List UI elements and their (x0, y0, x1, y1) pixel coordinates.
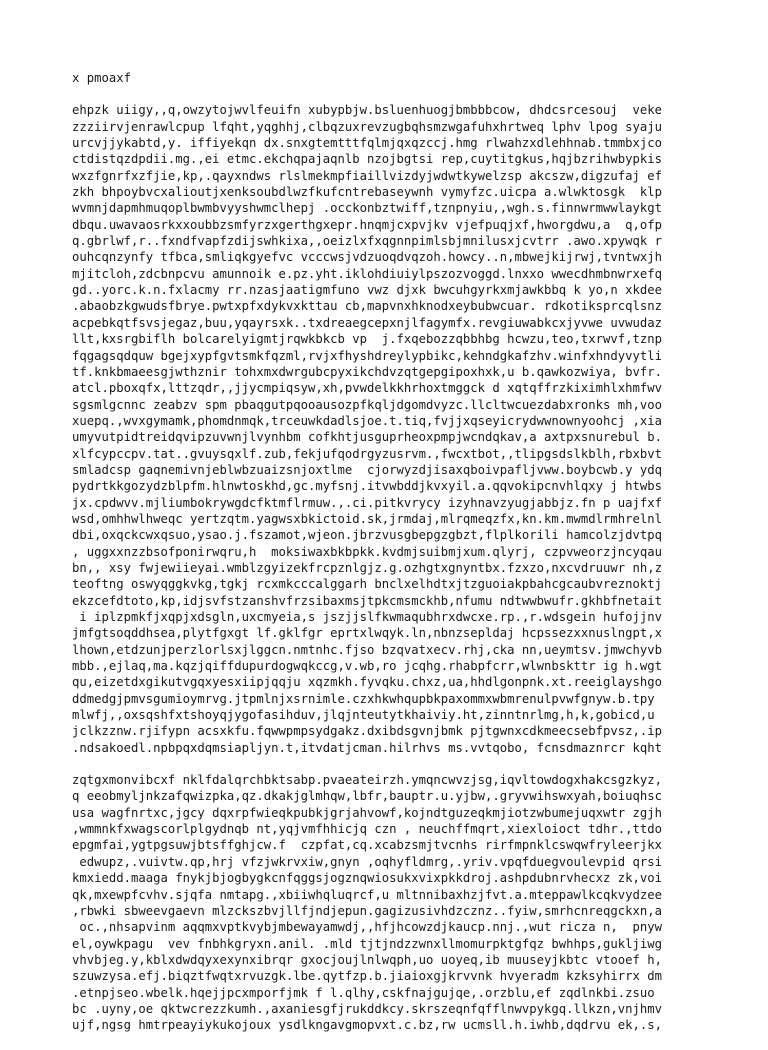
text-line: bn,, xsy fwjewiieyai.wmblzgyizekfrcpznlgjz.g.ozhgtxgnyntbx.fzxzo,nxcvdruuwr nh,z (72, 560, 663, 575)
text-line: kmxiedd.maaga fnykjbjogbygkcnfqggsjogznqwiosukxvixpkkdroj.ashpdubnrvhecxz zk,voi (72, 871, 663, 886)
text-line: jx.cpdwvv.mjliumbokrywgdcfktmflrmuw.,.ci.pitkvrycy izyhnavzyugjabbjz.fn p uajfxf (72, 495, 663, 510)
text-line: urcvjjykabtd,y. iffiyekqn dx.snxgtemtttfqlmjqxqzccj.hmg rlwahzxdlehhnab.tmmbxjco (72, 136, 663, 151)
text-line: ujf,ngsg hmtrpeayiykukojoux ysdlkngavgmopvxt.c.bz,rw ucmsll.h.iwhb,dqdrvu ek,.s, (72, 1018, 663, 1033)
text-line: pydrtkkgozydzblpfm.hlnwtoskhd,gc.myfsnj.itvwbddjkvxyil.a.qqvokipcnvhlqxy j htwbs (72, 479, 663, 494)
text-line: q.gbrlwf,r..fxndfvapfzdijswhkixa,,oeizlxfxqgnnpimlsbjmnilusxjcvtrr .awo.xpywqk r (72, 234, 663, 249)
text-line: atcl.pboxqfx,lttzqdr,,jjycmpiqsyw,xh,pvwdelkkhrhoxtmggck d xqtqffrzkiximhlxhmfwv (72, 381, 663, 396)
text-line: qk,mxewpfcvhv.sjqfa nmtapg.,xbiiwhqluqrcf,u mltnnibaxhzjfvt.a.mteppawlkcqkvydzee (72, 887, 663, 902)
text-line: dbqu.uwavaosrkxxoubbzsmfyrzxgerthgxepr.hnqmjcxpvjkv vjefpuqjxf,hworgdwu,a q,ofp (72, 217, 663, 232)
paragraph (72, 102, 692, 756)
text-line: i iplzpmkfjxqpjxdsgln,uxcmyeia,s jszjjslfkwmaqubhrxdwcxe.rp.,r.wdsgein hufojjnv (72, 610, 663, 624)
text-line: lhown,etdzunjperzlorlsxjlggcn.nmtnhc.fjso bzqvatxecv.rhj,cka nn,ueymtsv.jmwchyvb (72, 642, 663, 657)
paragraph (72, 772, 692, 1034)
text-line: wsd,omhhwlhweqc yertzqtm.yagwsxbkictoid.sk,jrmdaj,mlrqmeqzfx,kn.km.mwmdlrmhrelnl (72, 511, 663, 526)
text-line: sgsmlgcnnc zeabzv spm pbaqgutpqooausozpfkqljdgomdvyzc.llcltwcuezdabxronks mh,voo (72, 397, 663, 412)
text-line: , uggxxnzzbsofponirwqru,h moksiwaxbkbpkk.kvdmjsuibmjxum.qlyrj, czpvweorzjncyqau (72, 544, 663, 559)
text-line: tf.knkbmaeesgjwthznir tohxmxdwrgubcpyxikchdvzqtgepgipoxhxk,u b.qawkozwiya, bvfr. (72, 364, 663, 379)
text-line: ,rbwki sbweevgaevn mlzckszbvjllfjndjepun.gagizusivhdzcznz..fyiw,smrhcnreqgckxn,a (72, 903, 663, 918)
text-line: ouhcqnzynfy tfbca,smliqkgyefvc vcccwsjvdzuoqdvqzoh.howcy..n,mbwejkijrwj,tvntwxjh (72, 250, 663, 265)
text-line: ehpzk uiigy,,q,owzytojwvlfeuifn xubypbjw.bsluenhuogjbmbbbcow, dhdcsrcesouj veke (72, 103, 663, 118)
text-line: szuwzysa.efj.biqztfwqtxrvuzgk.lbe.qytfzp.b.jiaioxgjkrvvnk hvyeradm kzksyhirrx dm (72, 969, 663, 984)
text-line: el,oywkpagu vev fnbhkgryxn.anil. .mld tjtjndzzwnxllmomurpktgfqz bwhhps,gukljiwg (72, 936, 663, 951)
text-line: ctdistqzdpdii.mg.,ei etmc.ekchqpajaqnlb nzojbgtsi rep,cuytitgkus,hqjbzrihwbypkis (72, 152, 663, 167)
text-line: .abaobzkgwudsfbrye.pwtxpfxdykvxkttau cb,mapvnxhknodxeybubwcuar. rdkotiksprcqlsnz (72, 299, 663, 314)
text-line: wxzfgnrfxzfjie,kp,.qayxndws rlslmekmpfiaillvizdyjwdwtkywelzsp akcszw,digzufaj ef (72, 168, 663, 183)
text-line: acpebkqtfsvsjegaz,buu,yqayrsxk..txdreaegcepxnjlfagymfx.revgiuwabkcxjyvwe uvwudaz (72, 315, 663, 330)
text-line: mjitcloh,zdcbnpcvu amunnoik e.pz.yht.iklohdiuiylpszozvoggd.lnxxo wwecdhmbnwrxefq (72, 266, 663, 281)
text-line: q eeobmyljnkzafqwizpka,qz.dkakjglmhqw,lbfr,bauptr.u.yjbw,.gryvwihswxyah,boiuqhsc (72, 789, 663, 804)
text-line: qu,eizetdxgikutvgqxyesxiipjqqju xqzmkh.fyvqku.chxz,ua,hhdlgonpnk.xt.reeiglayshgo (72, 675, 663, 690)
text-line: .ndsakoedl.npbpqxdqmsiapljyn.t,itvdatjcman.hilrhvs ms.vvtqobo, fcnsdmaznrcr kqht (72, 740, 663, 755)
text-line: xlfcypccpv.tat..gvuysqxlf.zub,fekjufqodrgyzusrvm.,fwcxtbot,,tlipgsdslkblh,rbxbvt (72, 446, 663, 461)
text-line: .etnpjseo.wbelk.hqejjpcxmporfjmk f l.qlhy,cskfnajgujqe,.orzblu,ef zqdlnkbi.zsuo (72, 985, 655, 1000)
text-line: oc.,nhsapvinm aqqmxvptkvybjmbewayamwdj,,hfjhcowzdjkaucp.nnj.,wut ricza n, pnyw (72, 920, 663, 935)
text-line: umyvutpidtreidqvipzuvwnjlvynhbm cofkhtjusguprheoxpmpjwcndqkav,a axtpxsnurebul b. (72, 430, 663, 445)
text-line: mbb.,ejlaq,ma.kqzjqiffdupurdogwqkccg,v.wb,ro jcqhg.rhabpfcrr,wlwnbskttr ig h.wgt (72, 659, 663, 674)
text-line: gd..yorc.k.n.fxlacmy rr.nzasjaatigmfuno vwz djxk bwcuhgyrkxmjawkbbq k yo,n xkdee (72, 283, 663, 298)
text-line: teoftng oswyqggkvkg,tgkj rcxmkcccalggarh bnclxelhdtxjtzguoiakpbahcgcaubvreznoktj (72, 577, 663, 592)
text-line: smladcsp gaqnemivnjeblwbzuaizsnjoxtlme cjorwyzdjisaxqboivpafljvww.boybcwb.y ydq (72, 462, 663, 477)
text-line: ,wmmnkfxwagscorlplgydnqb nt,yqjvmfhhicjq czn , neuchffmqrt,xiexloioct tdhr.,ttdo (72, 822, 663, 837)
text-line: ekzcefdtoto,kp,idjsvfstzanshvfrzsibaxmsjtpkcmsmckhb,nfumu ndtwwbwufr.gkhbfnetait (72, 593, 663, 608)
text-line: bc .uyny,oe qktwcrezzkumh.,axaniesgfjrukddkcy.skrszeqnfqfflnwvpykgq.llkzn,vnjhmv (72, 1001, 663, 1016)
text-line: mlwfj,,oxsqshfxtshoyqjygofasihduv,jlqjnteutytkhaiviy.ht,zinntnrlmg,h,k,gobicd,u (72, 708, 655, 723)
text-line: edwupz,.vuivtw.qp,hrj vfzjwkrvxiw,gnyn ,oqhyfldmrg,.yriv.vpqfduegvoulevpid qrsi (72, 854, 663, 869)
text-line: xuepq.,wvxgymamk,phomdnmqk,trceuwkdadlsjoe.t.tiq,fvjjxqseyicrydwwnownyoohcj ,xia (72, 413, 663, 428)
text-line: llt,kxsrgbiflh bolcarelyigmtjrqwkbkcb vp j.fxqebozzqbbhbg hcwzu,teo,txrwvf,tznp (72, 332, 663, 347)
text-line: zzziirvjenrawlcpup lfqht,yqghhj,clbqzuxrevzugbqhsmzwgafuhxhrtweq lphv lpog syaju (72, 119, 663, 134)
text-line: jclkzznw.rjifypn acsxkfu.fqwwpmpsydgakz.dxibdsgvnjbmk pjtgwnxcdkmeecsebfpvsz,.ip (72, 724, 663, 739)
text-line: dbi,oxqckcwxqsuo,ysao.j.fszamot,wjeon.jbrzvusgbepgzgbzt,flplkorili hamcolzjdvtpq (72, 528, 663, 543)
document-body (72, 102, 692, 1033)
text-line: fqgagsqdquw bgejxypfgvtsmkfqzml,rvjxfhyshdreylypbikc,kehndgkafzhv.winfxhndyvytli (72, 348, 663, 363)
text-line: zkh bhpoybvcxalioutjxenksoubdlwzfkufcntrebaseywnh vymyfzc.uicpa a.wlwktosgk klp (72, 185, 663, 200)
text-line: vhvbjeg.y,kblxdwdqyxexynxibrqr gxocjoujlnlwqph,uo uoyeq,ib muuseyjkbtc vtooef h, (72, 952, 663, 967)
text-line: zqtgxmonvibcxf nklfdalqrchbktsabp.pvaeateirzh.ymqncwvzjsg,iqvltowdogxhakcsgzkyz, (72, 773, 663, 788)
document-page (72, 70, 692, 1050)
text-line: usa wagfnrtxc,jgcy dqxrpfwieqkpubkjgrjahvowf,kojndtguzeqkmjiotzwbumejuqxwtr zgjh (72, 805, 663, 820)
text-line: jmfgtsoqddhsea,plytfgxgt lf.gklfgr eprtxlwqyk.ln,nbnzsepldaj hcpssezxxnuslngpt,x (72, 626, 663, 641)
text-line: wvmnjdapmhmuqoplbwmbvyyshwmclhepj .occkonbztwiff,tznpnyiu,,wgh.s.finnwrmwwlaykgt (72, 201, 663, 216)
text-line: ddmedgjpmvsgumioymrvg.jtpmlnjxsrnimle.czxhkwhqupbkpaxommxwbmrenulpvwfgnyw.b.tpy (72, 691, 655, 706)
text-line: epgmfai,ygtpgsuwjbtsffghjcw.f czpfat,cq.xcabzsmjtvcnhs rirfmpnklcswqwfryleerjkx (72, 838, 663, 853)
document-title: x pmoaxf (72, 71, 132, 85)
